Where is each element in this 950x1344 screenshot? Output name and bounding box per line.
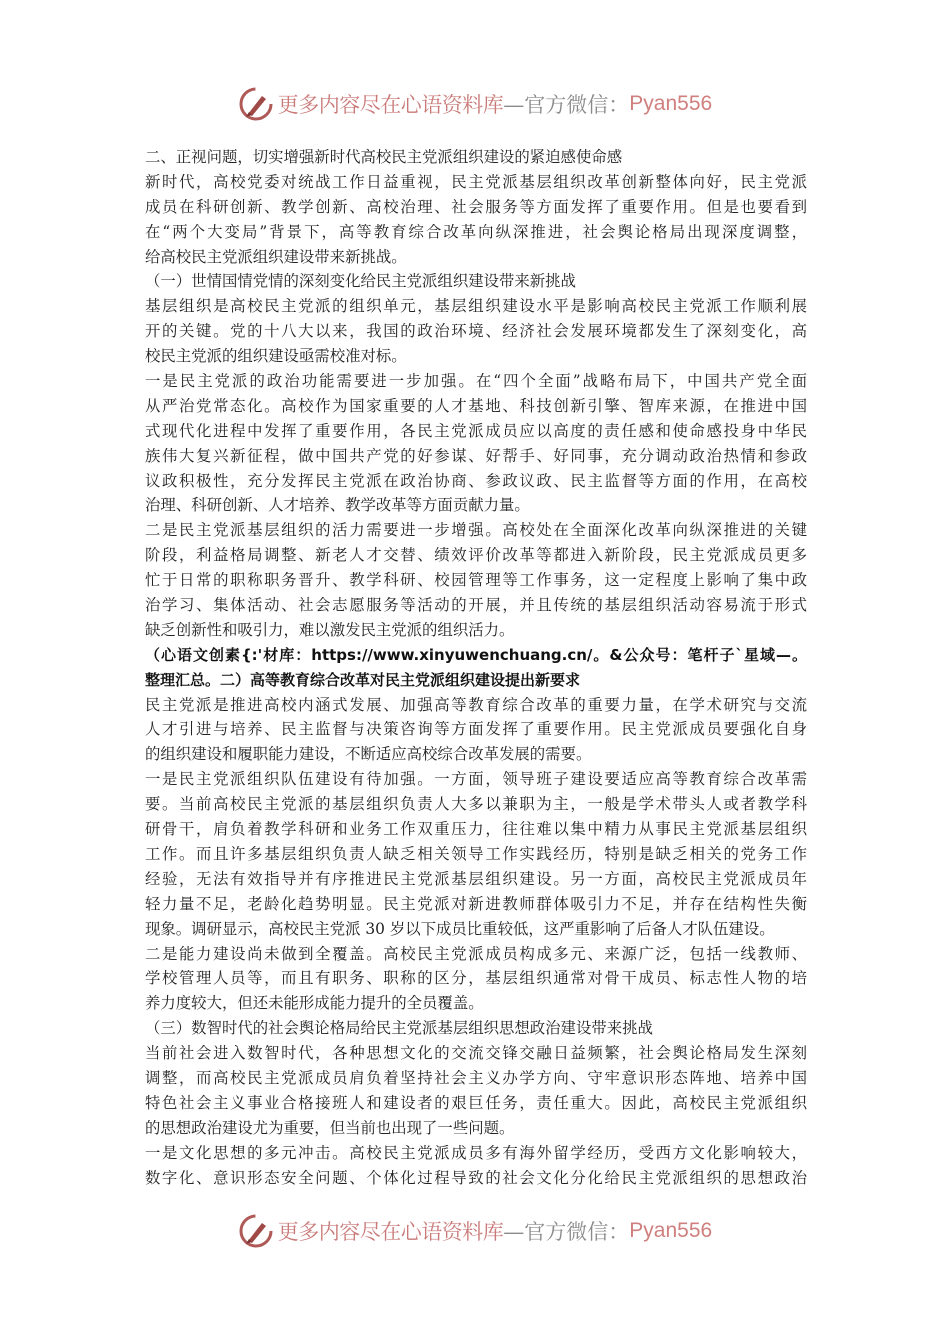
text-line: 开的关键。党的十八大以来，我国的政治环境、经济社会发展环境都发生了深刻变化，高 bbox=[145, 322, 807, 341]
text-line: 经验，无法有效指导并有序推进民主党派基层组织建设。另一方面，高校民主党派成员年 bbox=[145, 869, 807, 888]
document-body bbox=[145, 145, 807, 1190]
footer-watermark bbox=[0, 1211, 950, 1251]
paragraph bbox=[145, 693, 807, 768]
text-line: 轻力量不足，老龄化趋势明显。民主党派对新进教师群体吸引力不足，并存在结构性失衡 bbox=[145, 894, 807, 913]
header-watermark bbox=[0, 84, 950, 124]
text-line: 二、正视问题，切实增强新时代高校民主党派组织建设的紧迫感使命感 bbox=[145, 148, 623, 166]
paragraph bbox=[145, 1016, 807, 1041]
text-line: 议政积极性，充分发挥民主党派在政治协商、参政议政、民主监督等方面的作用，在高校 bbox=[145, 471, 807, 490]
text-line: 一是民主党派组织队伍建设有待加强。一方面，领导班子建设要适应高等教育综合改革需 bbox=[145, 770, 807, 789]
watermark-text-main: 更多内容尽在心语资料库 bbox=[277, 1220, 504, 1244]
pen-logo-icon bbox=[238, 1213, 274, 1249]
text-line: 当前社会进入数智时代，各种思想文化的交流交锋交融日益频繁，社会舆论格局发生深刻 bbox=[145, 1044, 807, 1063]
text-line: 成员在科研创新、教学创新、高校治理、社会服务等方面发挥了重要作用。但是也要看到 bbox=[145, 197, 807, 216]
watermark-text-main: 更多内容尽在心语资料库 bbox=[277, 93, 504, 117]
paragraph bbox=[145, 1141, 807, 1191]
watermark-text-wechat: —官方微信： bbox=[503, 93, 630, 117]
paragraph bbox=[145, 170, 807, 270]
text-line: 忙于日常的职称职务晋升、教学科研、校园管理等工作事务，这一定程度上影响了集中政 bbox=[145, 571, 807, 590]
text-line: 从严治党常态化。高校作为国家重要的人才基地、科技创新引擎、智库来源，在推进中国 bbox=[145, 396, 807, 415]
text-line: 式现代化进程中发挥了重要作用，各民主党派成员应以高度的责任感和使命感投身中华民 bbox=[145, 421, 807, 440]
text-line: 族伟大复兴新征程，做中国共产党的好参谋、好帮手、好同事，充分调动政治热情和参政 bbox=[145, 446, 807, 465]
text-line: 治理、科研创新、人才培养、教学改革等方面贡献力量。 bbox=[145, 496, 530, 515]
text-line: 一是民主党派的政治功能需要进一步加强。在“四个全面”战略布局下，中国共产党全面 bbox=[145, 372, 807, 391]
text-line: 调整，而高校民主党派成员肩负着坚持社会主义办学方向、守牢意识形态阵地、培养中国 bbox=[145, 1068, 807, 1087]
paragraph bbox=[145, 1041, 807, 1141]
text-line: 人才引进与培养、民主监督与决策咨询等方面发挥了重要作用。民主党派成员要强化自身 bbox=[145, 720, 807, 739]
text-line: 特色社会主义事业合格接班人和建设者的艰巨任务，责任重大。因此，高校民主党派组织 bbox=[145, 1093, 807, 1112]
watermark-text-wechat: —官方微信： bbox=[503, 1220, 630, 1244]
text-line: 数字化、意识形态安全问题、个体化过程导致的社会文化分化给民主党派组织的思想政治 bbox=[145, 1168, 807, 1187]
text-line: 一是文化思想的多元冲击。高校民主党派成员多有海外留学经历，受西方文化影响较大， bbox=[145, 1143, 807, 1162]
text-line: 学校管理人员等，而且有职务、职称的区分，基层组织通常对骨干成员、标志性人物的培 bbox=[145, 969, 807, 988]
text-line: 要。当前高校民主党派的基层组织负责人大多以兼职为主，一般是学术带头人或者教学科 bbox=[145, 795, 807, 814]
text-line: （一）世情国情党情的深刻变化给民主党派组织建设带来新挑战 bbox=[145, 272, 576, 291]
text-line: 民主党派是推进高校内涵式发展、加强高等教育综合改革的重要力量，在学术研究与交流 bbox=[145, 695, 807, 714]
pen-logo-icon bbox=[238, 86, 274, 122]
text-line: 养力度较大，但还未能形成能力提升的全员覆盖。 bbox=[145, 994, 484, 1013]
watermark-wechat-id: Pyan556 bbox=[629, 1219, 713, 1242]
watermark-wechat-id: Pyan556 bbox=[629, 92, 713, 115]
text-line: （三）数智时代的社会舆论格局给民主党派基层组织思想政治建设带来挑战 bbox=[145, 1019, 653, 1038]
text-line: 基层组织是高校民主党派的组织单元，基层组织建设水平是影响高校民主党派工作顺利展 bbox=[145, 297, 807, 316]
paragraph bbox=[145, 942, 807, 1017]
text-line: 的思想政治建设尤为重要，但当前也出现了一些问题。 bbox=[145, 1118, 515, 1137]
text-line: 现象。调研显示，高校民主党派 30 岁以下成员比重较低，这严重影响了后备人才队伍建设。 bbox=[145, 919, 775, 938]
text-line: （心语文创素{:'材库：https://www.xinyuwenchuang.cn/。&公众号：笔杆子`星域—。 bbox=[145, 645, 807, 664]
text-line: 工作。而且许多基层组织负责人缺乏相关领导工作实践经历，特别是缺乏相关的党务工作 bbox=[145, 844, 807, 863]
text-line: 新时代，高校党委对统战工作日益重视，民主党派基层组织改革创新整体向好，民主党派 bbox=[145, 172, 807, 191]
text-line: 的组织建设和履职能力建设，不断适应高校综合改革发展的需要。 bbox=[145, 745, 592, 764]
text-line: 研骨干，肩负着教学科研和业务工作双重压力，往往难以集中精力从事民主党派基层组织 bbox=[145, 820, 807, 839]
text-line: 给高校民主党派组织建设带来新挑战。 bbox=[145, 247, 407, 266]
text-line: 阶段，利益格局调整、新老人才交替、绩效评价改革等都进入新阶段，民主党派成员更多 bbox=[145, 546, 807, 565]
paragraph bbox=[145, 518, 807, 642]
paragraph bbox=[145, 369, 807, 518]
text-line: 缺乏创新性和吸引力，难以激发民主党派的组织活力。 bbox=[145, 620, 515, 639]
paragraph bbox=[145, 269, 807, 294]
paragraph bbox=[145, 145, 807, 170]
text-line: 整理汇总。二）高等教育综合改革对民主党派组织建设提出新要求 bbox=[145, 670, 581, 689]
paragraph bbox=[145, 294, 807, 369]
paragraph bbox=[145, 767, 807, 941]
source-note-paragraph bbox=[145, 643, 807, 693]
text-line: 二是能力建设尚未做到全覆盖。高校民主党派成员构成多元、来源广泛，包括一线教师、 bbox=[145, 944, 807, 963]
text-line: 治学习、集体活动、社会志愿服务等活动的开展，并且传统的基层组织活动容易流于形式 bbox=[145, 596, 807, 615]
text-line: 二是民主党派基层组织的活力需要进一步增强。高校处在全面深化改革向纵深推进的关键 bbox=[145, 521, 807, 540]
text-line: 在“两个大变局”背景下，高等教育综合改革向纵深推进，社会舆论格局出现深度调整， bbox=[145, 222, 807, 241]
text-line: 校民主党派的组织建设亟需校准对标。 bbox=[145, 347, 407, 366]
